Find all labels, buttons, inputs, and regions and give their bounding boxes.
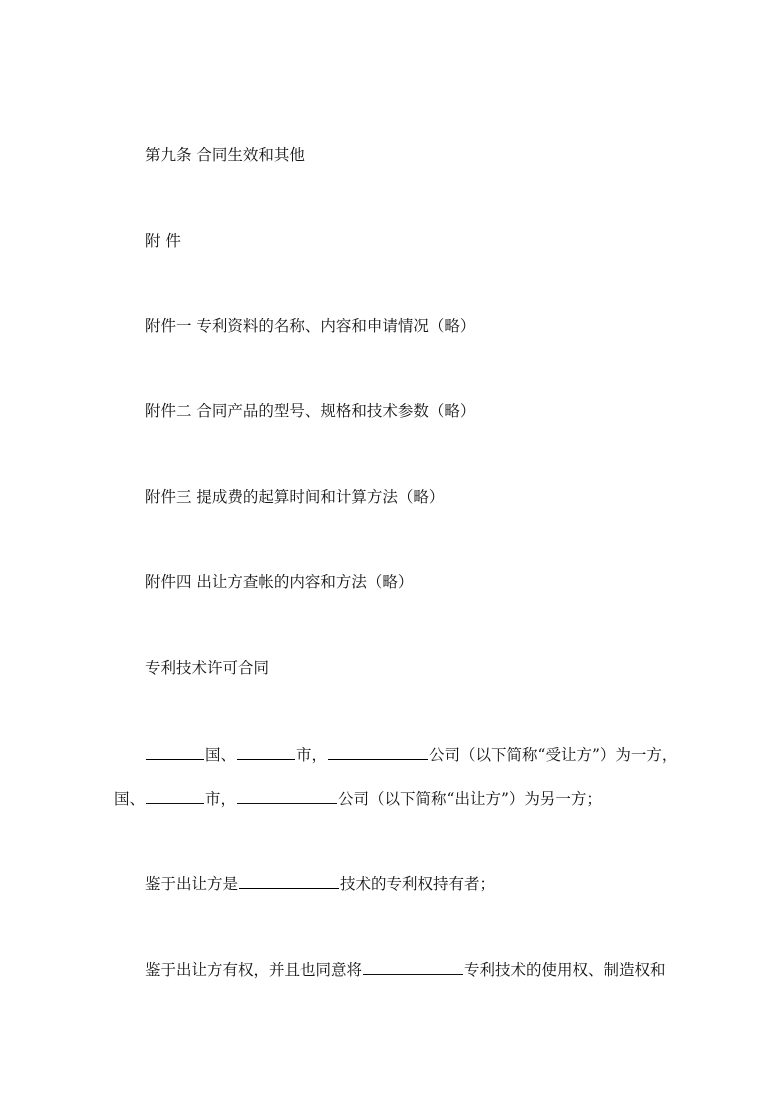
party-a-clause (145, 744, 677, 765)
company-blank[interactable] (237, 788, 337, 804)
party-a-city-suffix: 市， (296, 746, 328, 764)
annex-item-1: 附件一 专利资料的名称、内容和申请情况（略） (145, 317, 476, 335)
party-b-city-suffix: 市， (205, 790, 237, 808)
annex-item-2: 附件二 合同产品的型号、规格和技术参数（略） (145, 402, 476, 420)
city-blank[interactable] (146, 788, 204, 804)
whereas-2-suffix: 专利技术的使用权、制造权和 (464, 961, 666, 979)
section-heading: 第九条 合同生效和其他 (145, 146, 305, 164)
annex-heading: 附 件 (145, 232, 181, 250)
whereas-clause-2 (145, 959, 666, 980)
contract-title: 专利技术许可合同 (145, 659, 270, 677)
technology-blank[interactable] (363, 959, 463, 975)
whereas-1-prefix: 鉴于出让方是 (145, 875, 239, 893)
party-b-clause (114, 788, 602, 809)
company-blank[interactable] (328, 744, 428, 760)
annex-item-3: 附件三 提成费的起算时间和计算方法（略） (145, 488, 445, 506)
whereas-clause-1 (145, 873, 495, 894)
party-a-company-suffix: 公司（以下简称“受让方”）为一方， (429, 746, 678, 764)
party-a-country-suffix: 国、 (205, 746, 237, 764)
whereas-1-suffix: 技术的专利权持有者； (340, 875, 496, 893)
technology-blank[interactable] (239, 873, 339, 889)
party-b-country-prefix: 国、 (114, 790, 146, 808)
whereas-2-prefix: 鉴于出让方有权，并且也同意将 (145, 961, 363, 979)
city-blank[interactable] (237, 744, 295, 760)
country-blank[interactable] (146, 744, 204, 760)
annex-item-4: 附件四 出让方查帐的内容和方法（略） (145, 573, 414, 591)
party-b-company-suffix: 公司（以下简称“出让方”）为另一方； (338, 790, 602, 808)
